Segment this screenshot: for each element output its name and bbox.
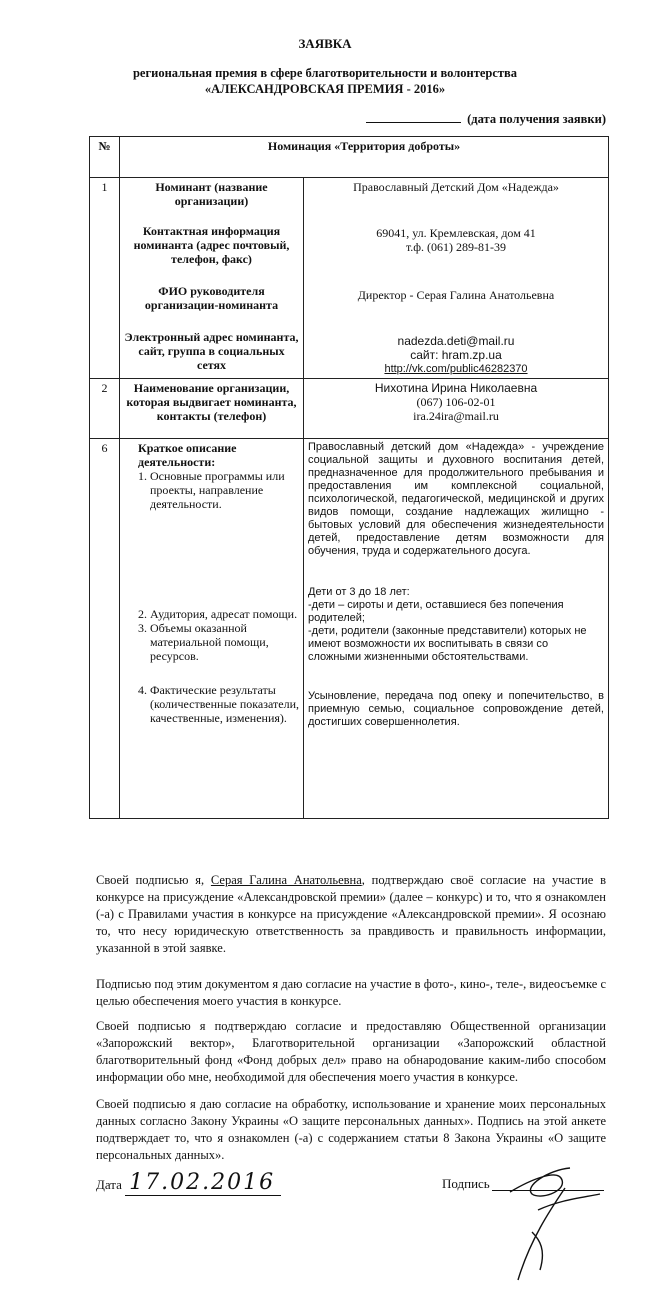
audience-intro: Дети от 3 до 18 лет: <box>308 586 410 598</box>
signer-name: Серая Галина Анатольевна <box>210 873 362 887</box>
table-row <box>90 178 609 379</box>
email-label: Электронный адрес номинанта, сайт, группа в социальных сетях <box>124 330 299 372</box>
row3-values <box>304 439 609 819</box>
head-value: Директор - Серая Галина Анатольевна <box>357 288 555 302</box>
row-number: 6 <box>90 439 120 819</box>
table-row <box>90 439 609 819</box>
head-label: ФИО руководителя организации-номинанта <box>144 284 279 312</box>
row1-values <box>304 178 609 379</box>
num-header: № <box>90 137 120 178</box>
nominee-label: Номинант (название организации) <box>155 180 268 208</box>
row-number: 1 <box>90 178 120 379</box>
consent-p1-start: Своей подписью я, <box>96 873 211 887</box>
row2-values <box>304 379 609 439</box>
nominee-email: nadezda.deti@mail.ru <box>397 334 515 348</box>
nominee-vk-link[interactable]: http://vk.com/public46282370 <box>384 363 528 375</box>
nominee-address: 69041, ул. Кремлевская, дом 41 <box>376 226 536 240</box>
consent-paragraph-1 <box>96 872 606 957</box>
table-row <box>90 379 609 439</box>
nominator-email: ira.24ira@mail.ru <box>413 409 499 423</box>
description-items <box>124 469 299 511</box>
audience-difficult: -дети, родители (законные представители) которых не имеют возможности их воспитывать в связи со сложными жизненными обстоятельствами. <box>308 625 587 663</box>
date-label: Дата <box>96 1177 122 1192</box>
contact-label: Контактная информация номинанта (адрес почтовый, телефон, факс) <box>133 224 290 266</box>
nominator-label: Наименование организации, которая выдвигает номинанта, контакты (телефон) <box>120 379 304 439</box>
table-header-row <box>90 137 609 178</box>
row1-labels <box>120 178 304 379</box>
description-item-volume: 3. Объемы оказанной материальной помощи, ресурсов. <box>150 621 299 663</box>
document-title: ЗАЯВКА <box>298 36 352 51</box>
description-text: Православный детский дом «Надежда» - учреждение социальной защиты и духовного воспитания детей, предназначенное для продолжительного пребывания и предоставления им комплексной социальной, психологической, педагогической, медицинской и других видов помощи, создание надлежащих жилищно - бытовых условий для обеспечения жизнедеятельности детей, предоставление детям возможности для обучения, труда и содержательного досуга. <box>308 441 604 557</box>
document-subtitle: региональная премия в сфере благотворительности и волонтерства <box>132 66 518 80</box>
consent-paragraph-2: Подписью под этим документом я даю согласие на участие в фото-, кино-, теле-, видеосъемке с целью обеспечения моего участия в конкурсе. <box>96 977 606 1008</box>
signature-date <box>96 1170 281 1195</box>
row3-labels <box>120 439 304 819</box>
description-items <box>124 683 299 725</box>
row-number: 2 <box>90 379 120 439</box>
handwritten-signature <box>470 1140 620 1295</box>
award-name: «АЛЕКСАНДРОВСКАЯ ПРЕМИЯ - 2016» <box>204 82 446 96</box>
results-text: Усыновление, передача под опеку и попечительство, в приемную семью, социальное сопровождение детей, достигших совершеннолетия. <box>308 690 604 728</box>
receipt-date-blank <box>366 112 461 123</box>
nominator-name: Нихотина Ирина Николаевна <box>374 381 538 395</box>
nomination-header: Номинация «Территория доброты» <box>120 137 609 178</box>
application-table <box>89 136 609 819</box>
receipt-date-label: (дата получения заявки) <box>467 112 606 126</box>
description-item-results: 4. Фактические результаты (количественные показатели, качественные, изменения). <box>150 683 299 725</box>
audience-orphans: -дети – сироты и дети, оставшиеся без попечения родителей; <box>308 599 564 624</box>
consent-paragraph-4: Своей подписью я даю согласие на обработку, использование и хранение моих персональных данных согласно Закону Украины «О защите персональных данных». Подпись на этой анкете подтверждает то, что я ознакомлен (-а) с содержанием статьи 8 Закона Украины «О защите персональных данных». <box>96 1097 606 1162</box>
signature-label: Подпись <box>442 1176 490 1191</box>
nominee-site: сайт: hram.zp.ua <box>410 348 502 362</box>
description-label: Краткое описание деятельности: <box>138 441 237 469</box>
nominee-phone: т.ф. (061) 289-81-39 <box>405 240 507 254</box>
nominee-value: Православный Детский Дом «Надежда» <box>353 180 559 194</box>
description-items <box>124 607 299 663</box>
consent-p1-end: , подтверждаю своё согласие на участие в конкурсе на присуждение «Александровской премии» (далее – конкурс) и то, что я ознакомлен (-а) с Правилами участия в конкурсе на присуждение «Александровской премии». Я осознаю то, что несу юридическую ответственность за правдивость и правильность информации, указанной в этой заявке. <box>96 873 606 955</box>
handwritten-date: 17.02.2016 <box>125 1170 281 1196</box>
receipt-date-line <box>366 112 606 127</box>
description-item-programs: 1. Основные программы или проекты, направление деятельности. <box>150 469 299 511</box>
description-item-audience: 2. Аудитория, адресат помощи. <box>150 607 299 621</box>
nominator-phone: (067) 106-02-01 <box>416 395 496 409</box>
consent-paragraph-3: Своей подписью я подтверждаю согласие и предоставляю Общественной организации «Запорожский вектор», Благотворительной организации «Запорожский областной благотворительный фонд «Фонд добрых дел» право на обнародование каким-либо способом информации обо мне, необходимой для обеспечения моего участия в конкурсе. <box>96 1019 606 1084</box>
